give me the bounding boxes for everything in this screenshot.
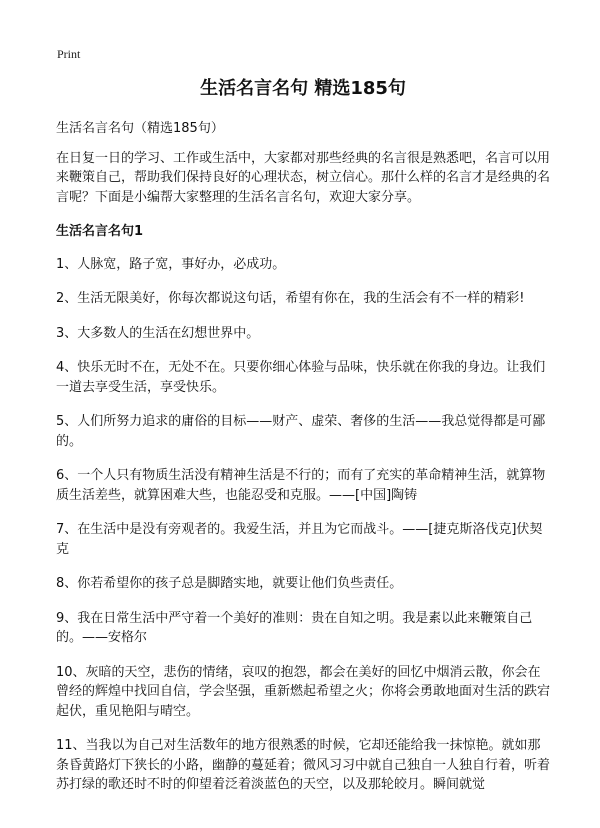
- article: [56, 76, 550, 795]
- quote-item: 11、当我以为自己对生活数年的地方很熟悉的时候，它却还能给我一抹惊艳。就如那条昏黄路灯下狭长的小路，幽静的蔓延着；微风习习中就自己独自一人独自行着，听着苏打绿的歌还时不时的仰望着泛着淡蓝色的天空，以及那轮皎月。瞬间就觉: [56, 738, 551, 792]
- article-title: 生活名言名句 精选185句: [200, 78, 406, 99]
- print-link[interactable]: Print: [57, 47, 81, 61]
- article-intro: 在日复一日的学习、工作或生活中，大家都对那些经典的名言很是熟悉吧，名言可以用来鞭策自己，帮助我们保持良好的心理状态，树立信心。那什么样的名言才是经典的名言呢？下面是小编帮大家整理的生活名言名句，欢迎大家分享。: [56, 150, 551, 205]
- quote-item: 3、大多数人的生活在幻想世界中。: [56, 325, 260, 341]
- quote-item: 7、在生活中是没有旁观者的。我爱生活，并且为它而战斗。——[捷克斯洛伐克]伏契克: [56, 522, 543, 557]
- quote-item: 6、一个人只有物质生活没有精神生活是不行的；而有了充实的革命精神生活，就算物质生活差些，就算困难大些，也能忍受和克服。——[中国]陶铸: [56, 468, 546, 503]
- quote-list: [56, 255, 550, 795]
- article-subtitle: 生活名言名句（精选185句）: [56, 121, 224, 136]
- section-heading: 生活名言名句1: [56, 224, 144, 239]
- quote-item: 5、人们所努力追求的庸俗的目标——财产、虚荣、奢侈的生活——我总觉得都是可鄙的。: [56, 414, 546, 449]
- quote-item: 1、人脉宽，路子宽，事好办，必成功。: [56, 256, 286, 272]
- quote-item: 10、灰暗的天空，悲伤的情绪，哀叹的抱怨，都会在美好的回忆中烟消云散，你会在曾经的辉煌中找回自信，学会坚强，重新燃起希望之火；你将会勇敢地面对生活的跌宕起伏，重见艳阳与晴空。: [56, 664, 551, 719]
- quote-item: 8、你若希望你的孩子总是脚踏实地，就要让他们负些责任。: [56, 576, 403, 591]
- quote-item: 4、快乐无时不在，无处不在。只要你细心体验与品味，快乐就在你我的身边。让我们一道去享受生活，享受快乐。: [56, 360, 546, 395]
- quote-item: 2、生活无限美好，你每次都说这句话，希望有你在，我的生活会有不一样的精彩!: [56, 291, 525, 306]
- quote-item: 9、我在日常生活中严守着一个美好的准则：贵在自知之明。我是素以此来鞭策自己的。——安格尔: [56, 610, 533, 645]
